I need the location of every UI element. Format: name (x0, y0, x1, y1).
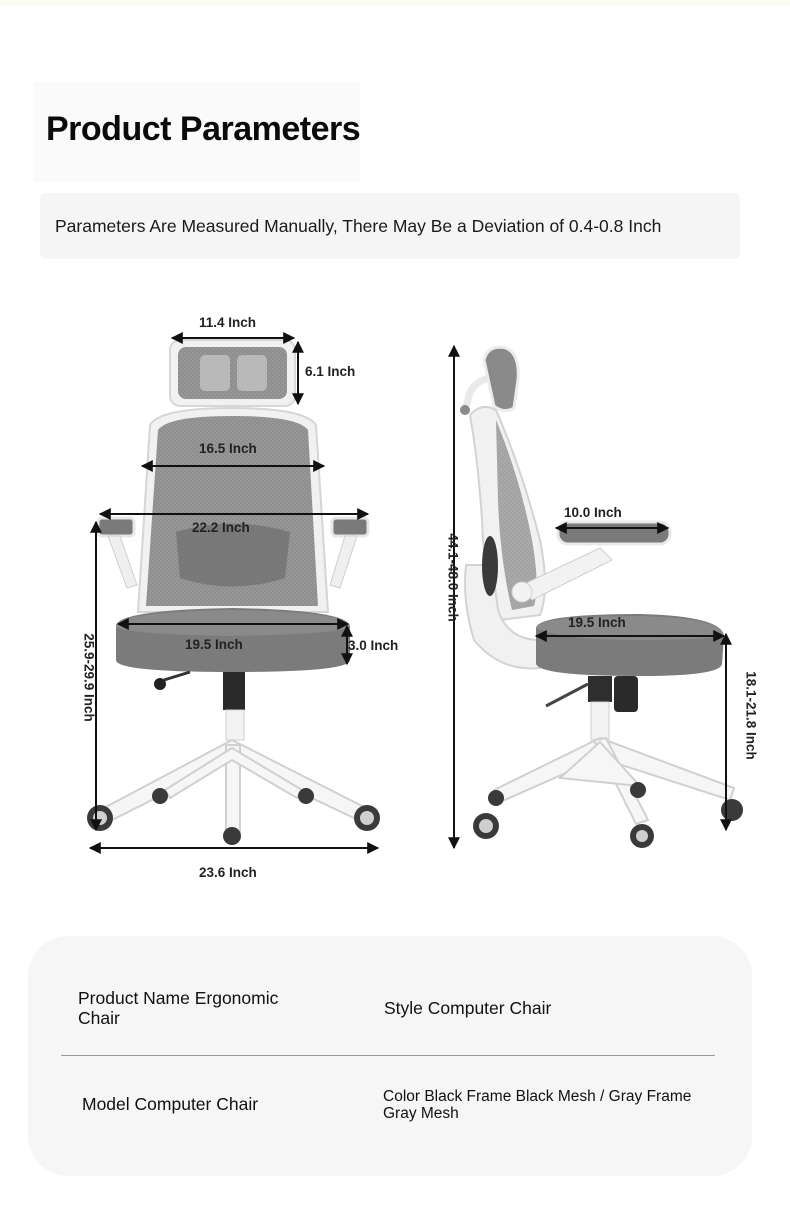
headrest-height-label: 6.1 Inch (305, 364, 356, 379)
backrest-width-label: 16.5 Inch (199, 441, 257, 456)
seat-width-label: 19.5 Inch (185, 637, 243, 652)
seat-height-label: 18.1-21.8 Inch (743, 671, 759, 760)
page-title: Product Parameters (46, 110, 361, 148)
total-height-label: 44.1-48.0 Inch (445, 533, 461, 622)
spec-style: Style Computer Chair (384, 998, 552, 1018)
spec-color: Color Black Frame Black Mesh / Gray Frame Gray Mesh (383, 1088, 692, 1122)
measurement-note: Parameters Are Measured Manually, There May Be a Deviation of 0.4-0.8 Inch (40, 193, 740, 259)
seat-depth-label: 19.5 Inch (568, 615, 626, 630)
armrest-span-label: 22.2 Inch (192, 520, 250, 535)
base-width-label: 23.6 Inch (199, 865, 257, 880)
headrest-width-label: 11.4 Inch (199, 315, 257, 330)
front-view-chair (87, 340, 380, 845)
spec-model: Model Computer Chair (82, 1094, 259, 1114)
seat-thickness-label: 3.0 Inch (348, 638, 399, 653)
spec-divider (61, 1055, 715, 1056)
armrest-height-label: 25.9-29.9 Inch (81, 633, 97, 722)
side-view-chair (460, 347, 743, 848)
armrest-length-label: 10.0 Inch (564, 505, 622, 520)
chair-dimension-figure (0, 290, 790, 900)
spec-product-name: Product Name Ergonomic Chair (78, 988, 279, 1028)
spec-card (28, 936, 752, 1176)
chair-illustration (0, 290, 790, 900)
top-strip (0, 0, 790, 6)
